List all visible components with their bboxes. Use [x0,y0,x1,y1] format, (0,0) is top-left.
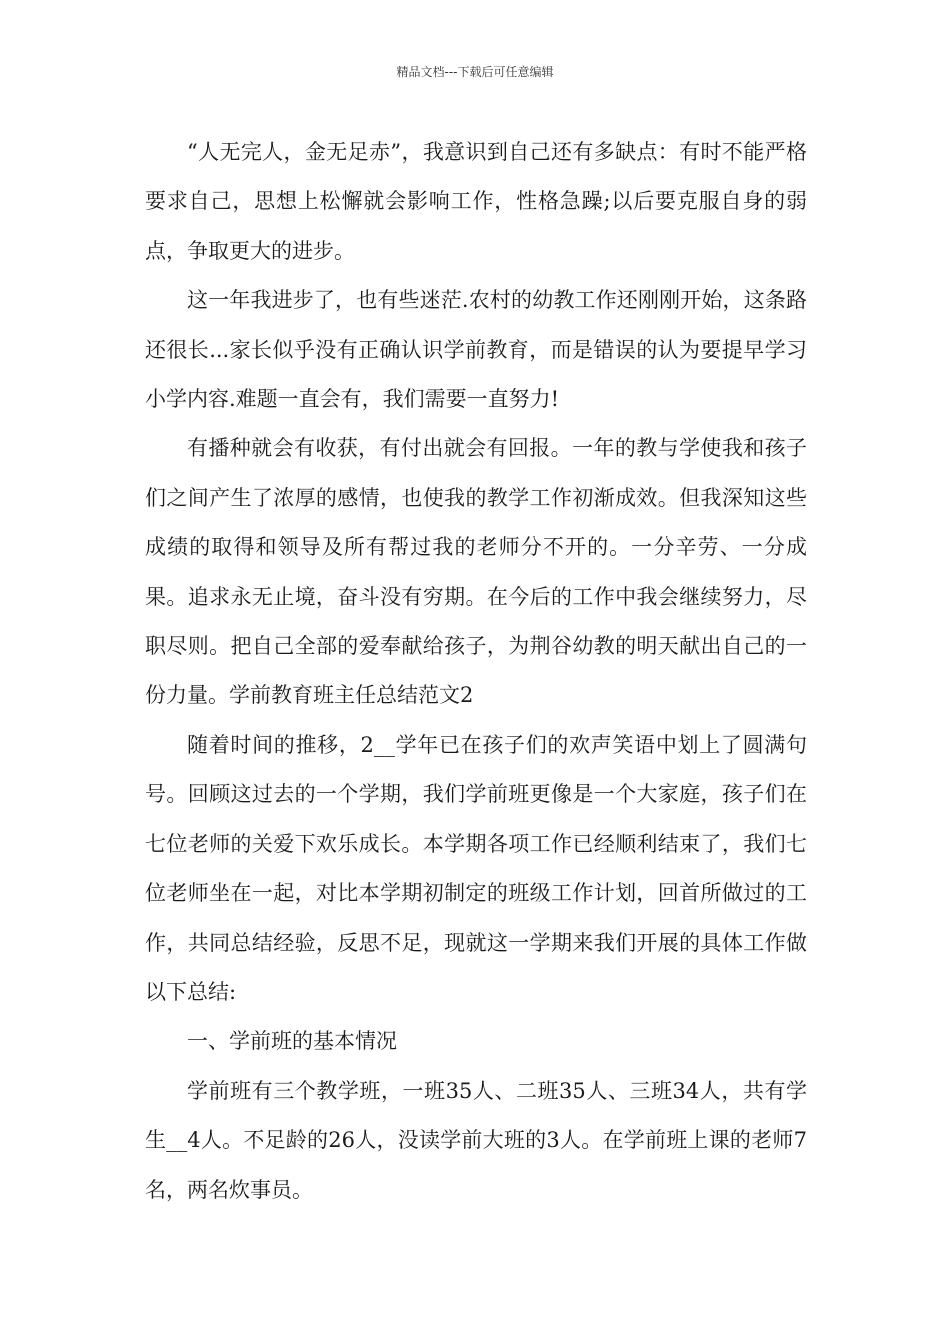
section-heading-basic-info: 一、学前班的基本情况 [187,1029,397,1054]
paragraph-progress: 这一年我进步了，也有些迷茫.农村的幼教工作还刚刚开始，这条路还很长...家长似乎没有正确认识学前教育，而是错误的认为要提早学习小学内容.难题一直会有，我们需要一直努力! [145,288,807,412]
document-body [145,128,807,1215]
paragraph-harvest: 有播种就会有收获，有付出就会有回报。一年的教与学使我和孩子们之间产生了浓厚的感情，也使我的教学工作初渐成效。但我深知这些成绩的取得和领导及所有帮过我的老师分不开的。一分辛劳、一分成果。追求永无止境，奋斗没有穷期。在今后的工作中我会继续努力，尽职尽则。把自己全部的爱奉献给孩子，为荆谷幼教的明天献出自己的一份力量。学前教育班主任总结范文2 [145,436,807,708]
paragraph-semester-summary: 随着时间的推移，2__学年已在孩子们的欢声笑语中划上了圆满句号。回顾这过去的一个学期，我们学前班更像是一个大家庭，孩子们在七位老师的关爱下欢乐成长。本学期各项工作已经顺利结束了，我们七位老师坐在一起，对比本学期初制定的班级工作计划，回首所做过的工作，共同总结经验，反思不足，现就这一学期来我们开展的具体工作做以下总结: [145,732,807,1004]
paragraph-class-info: 学前班有三个教学班，一班35人、二班35人、三班34人，共有学生__4人。不足龄的26人，没读学前大班的3人。在学前班上课的老师7名，两名炊事员。 [145,1078,807,1202]
paragraph-self-reflection: “人无完人，金无足赤”，我意识到自己还有多缺点：有时不能严格要求自己，思想上松懈就会影响工作，性格急躁;以后要克服自身的弱点，争取更大的进步。 [145,140,807,263]
page-header: 精品文档---下载后可任意编辑 [396,65,554,79]
